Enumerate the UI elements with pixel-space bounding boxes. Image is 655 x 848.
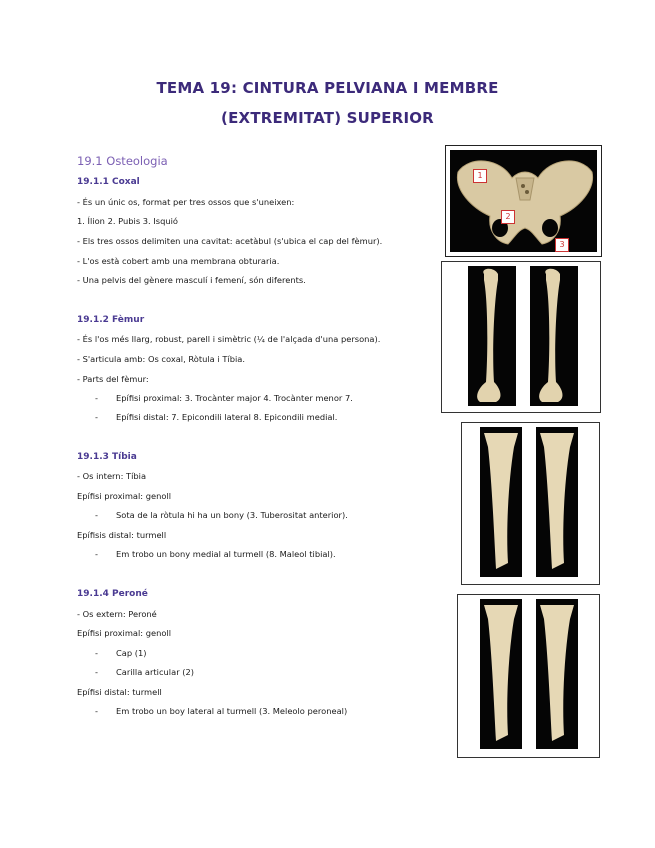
- perone-subline-2: [95, 667, 194, 677]
- tibia-heading: 19.1.3 Tíbia: [77, 452, 137, 462]
- perone-subline-text: Carilla articular (2): [116, 667, 194, 677]
- pelvis-label-3: 3: [555, 238, 569, 252]
- perone-illustration: [458, 595, 599, 757]
- bullet-dash: -: [95, 549, 98, 559]
- coxal-heading: 19.1.1 Coxal: [77, 177, 140, 187]
- bullet-dash: -: [95, 667, 98, 677]
- tibia-subline-1: [95, 510, 348, 520]
- femur-subline-text: Epífisi distal: 7. Epicondili lateral 8. Epicondili medial.: [116, 412, 338, 422]
- perone-line-2: Epífisi proximal: genoll: [77, 628, 172, 638]
- femur-line-1: - És l'os més llarg, robust, parell i simètric (¼ de l'alçada d'una persona).: [77, 334, 381, 344]
- pelvis-label-1: 1: [473, 169, 487, 183]
- perone-image: [457, 594, 600, 758]
- tibia-illustration: [462, 423, 599, 584]
- femur-subline-2: [95, 412, 337, 422]
- bullet-dash: -: [95, 393, 98, 403]
- tibia-line-1: - Os intern: Tíbia: [77, 471, 147, 481]
- tibia-line-2: Epífisi proximal: genoll: [77, 491, 172, 501]
- perone-subline-1: [95, 648, 147, 658]
- perone-line-3: Epífisi distal: turmell: [77, 687, 162, 697]
- bullet-dash: -: [95, 510, 98, 520]
- femur-illustration: [442, 262, 600, 412]
- tibia-subline-2: [95, 549, 336, 559]
- pelvis-label-2: 2: [501, 210, 515, 224]
- perone-line-1: - Os extern: Peroné: [77, 609, 157, 619]
- coxal-line-1: - És un únic os, format per tres ossos que s'uneixen:: [77, 197, 295, 207]
- tibia-line-3: Epífisis distal: turmell: [77, 530, 167, 540]
- page-title-line-1: TEMA 19: CINTURA PELVIANA I MEMBRE: [156, 79, 499, 97]
- coxal-line-2: 1. Ílion 2. Pubis 3. Isquió: [77, 216, 179, 226]
- tibia-subline-text: Em trobo un bony medial al turmell (8. Maleol tibial).: [116, 549, 336, 559]
- section-heading: 19.1 Osteologia: [77, 154, 168, 168]
- bullet-dash: -: [95, 648, 98, 658]
- pelvis-image: [445, 145, 602, 257]
- coxal-line-3: - Els tres ossos delimiten una cavitat: acetàbul (s'ubica el cap del fèmur).: [77, 236, 383, 246]
- femur-line-2: - S'articula amb: Os coxal, Ròtula i Tíbia.: [77, 354, 246, 364]
- pelvis-illustration: [450, 150, 599, 254]
- femur-line-3: - Parts del fèmur:: [77, 374, 149, 384]
- perone-subline-3: [95, 706, 347, 716]
- femur-heading: 19.1.2 Fèmur: [77, 315, 145, 325]
- perone-heading: 19.1.4 Peroné: [77, 589, 148, 599]
- femur-subline-1: [95, 393, 353, 403]
- perone-subline-text: Cap (1): [116, 648, 147, 658]
- femur-subline-text: Epífisi proximal: 3. Trocànter major 4. Trocànter menor 7.: [116, 393, 353, 403]
- coxal-line-5: - Una pelvis del gènere masculí i femení, són diferents.: [77, 275, 306, 285]
- tibia-subline-text: Sota de la ròtula hi ha un bony (3. Tuberositat anterior).: [116, 510, 348, 520]
- perone-subline-text: Em trobo un boy lateral al turmell (3. Meleolo peroneal): [116, 706, 348, 716]
- bullet-dash: -: [95, 412, 98, 422]
- tibia-image: [461, 422, 600, 585]
- page-title-line-2: (EXTREMITAT) SUPERIOR: [221, 109, 434, 127]
- pelvis-image-background: [450, 150, 597, 252]
- femur-image: [441, 261, 601, 413]
- coxal-line-4: - L'os està cobert amb una membrana obturaria.: [77, 256, 280, 266]
- bullet-dash: -: [95, 706, 98, 716]
